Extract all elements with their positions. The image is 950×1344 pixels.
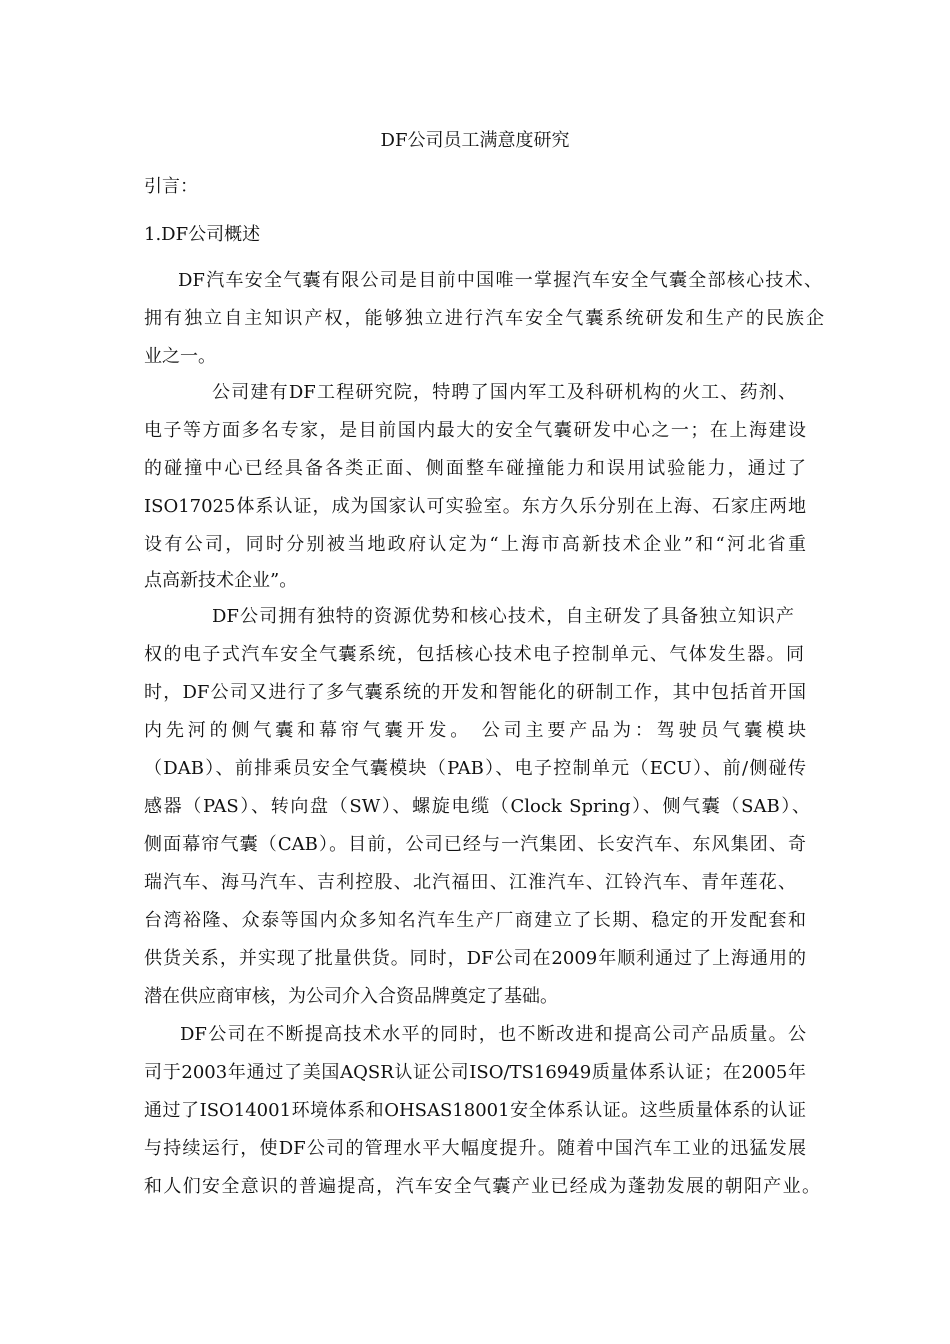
paragraph-4-line-4: 与持续运行，使DF公司的管理水平大幅度提升。随着中国汽车工业的迅猛发展 — [144, 1138, 806, 1159]
intro-heading: 引言： — [144, 176, 198, 197]
paragraph-2-line-2: 电子等方面多名专家，是目前国内最大的安全气囊研发中心之一；在上海建设 — [144, 420, 806, 441]
document-title: DF公司员工满意度研究 — [380, 130, 570, 151]
paragraph-1-line-3: 业之一。 — [144, 346, 216, 367]
section-heading-1: 1.DF公司概述 — [144, 224, 261, 245]
paragraph-4-line-5: 和人们安全意识的普遍提高，汽车安全气囊产业已经成为蓬勃发展的朝阳产业。 — [144, 1176, 820, 1197]
paragraph-4-line-1: DF公司在不断提高技术水平的同时，也不断改进和提高公司产品质量。公 — [180, 1024, 806, 1045]
paragraph-4-line-2: 司于2003年通过了美国AQSR认证公司ISO/TS16949质量体系认证；在2005年 — [144, 1062, 806, 1083]
paragraph-2-line-3: 的碰撞中心已经具备各类正面、侧面整车碰撞能力和误用试验能力，通过了 — [144, 458, 806, 479]
paragraph-1-line-1: DF汽车安全气囊有限公司是目前中国唯一掌握汽车安全气囊全部核心技术、 — [178, 270, 822, 291]
paragraph-3-line-4: 内先河的侧气囊和幕帘气囊开发。 公司主要产品为：驾驶员气囊模块 — [144, 720, 806, 741]
paragraph-2-line-1: 公司建有DF工程研究院，特聘了国内军工及科研机构的火工、药剂、 — [212, 382, 796, 403]
paragraph-2-line-5: 设有公司，同时分别被当地政府认定为“上海市高新技术企业”和“河北省重 — [144, 534, 806, 555]
paragraph-4-line-3: 通过了ISO14001环境体系和OHSAS18001安全体系认证。这些质量体系的认证 — [144, 1100, 806, 1121]
paragraph-3-line-3: 时，DF公司又进行了多气囊系统的开发和智能化的研制工作，其中包括首开国 — [144, 682, 806, 703]
paragraph-2-line-6: 点高新技术企业”。 — [144, 570, 298, 591]
paragraph-3-line-11: 潜在供应商审核，为公司介入合资品牌奠定了基础。 — [144, 986, 558, 1007]
paragraph-3-line-9: 台湾裕隆、众泰等国内众多知名汽车生产厂商建立了长期、稳定的开发配套和 — [144, 910, 806, 931]
paragraph-3-line-5: （DAB）、前排乘员安全气囊模块（PAB）、电子控制单元（ECU）、前/侧碰传 — [144, 758, 806, 779]
paragraph-3-line-2: 权的电子式汽车安全气囊系统，包括核心技术电子控制单元、气体发生器。同 — [144, 644, 804, 665]
paragraph-1-line-2: 拥有独立自主知识产权，能够独立进行汽车安全气囊系统研发和生产的民族企 — [144, 308, 824, 329]
paragraph-3-line-7: 侧面幕帘气囊（CAB）。目前，公司已经与一汽集团、长安汽车、东风集团、奇 — [144, 834, 806, 855]
paragraph-3-line-6: 感器（PAS）、转向盘（SW）、螺旋电缆（Clock Spring）、侧气囊（SAB）、 — [144, 796, 810, 817]
paragraph-2-line-4: ISO17025体系认证，成为国家认可实验室。东方久乐分别在上海、石家庄两地 — [144, 496, 806, 517]
paragraph-3-line-8: 瑞汽车、海马汽车、吉利控股、北汽福田、江淮汽车、江铃汽车、青年莲花、 — [144, 872, 796, 893]
paragraph-3-line-10: 供货关系，并实现了批量供货。同时，DF公司在2009年顺利通过了上海通用的 — [144, 948, 806, 969]
paragraph-3-line-1: DF公司拥有独特的资源优势和核心技术，自主研发了具备独立知识产 — [212, 606, 794, 627]
